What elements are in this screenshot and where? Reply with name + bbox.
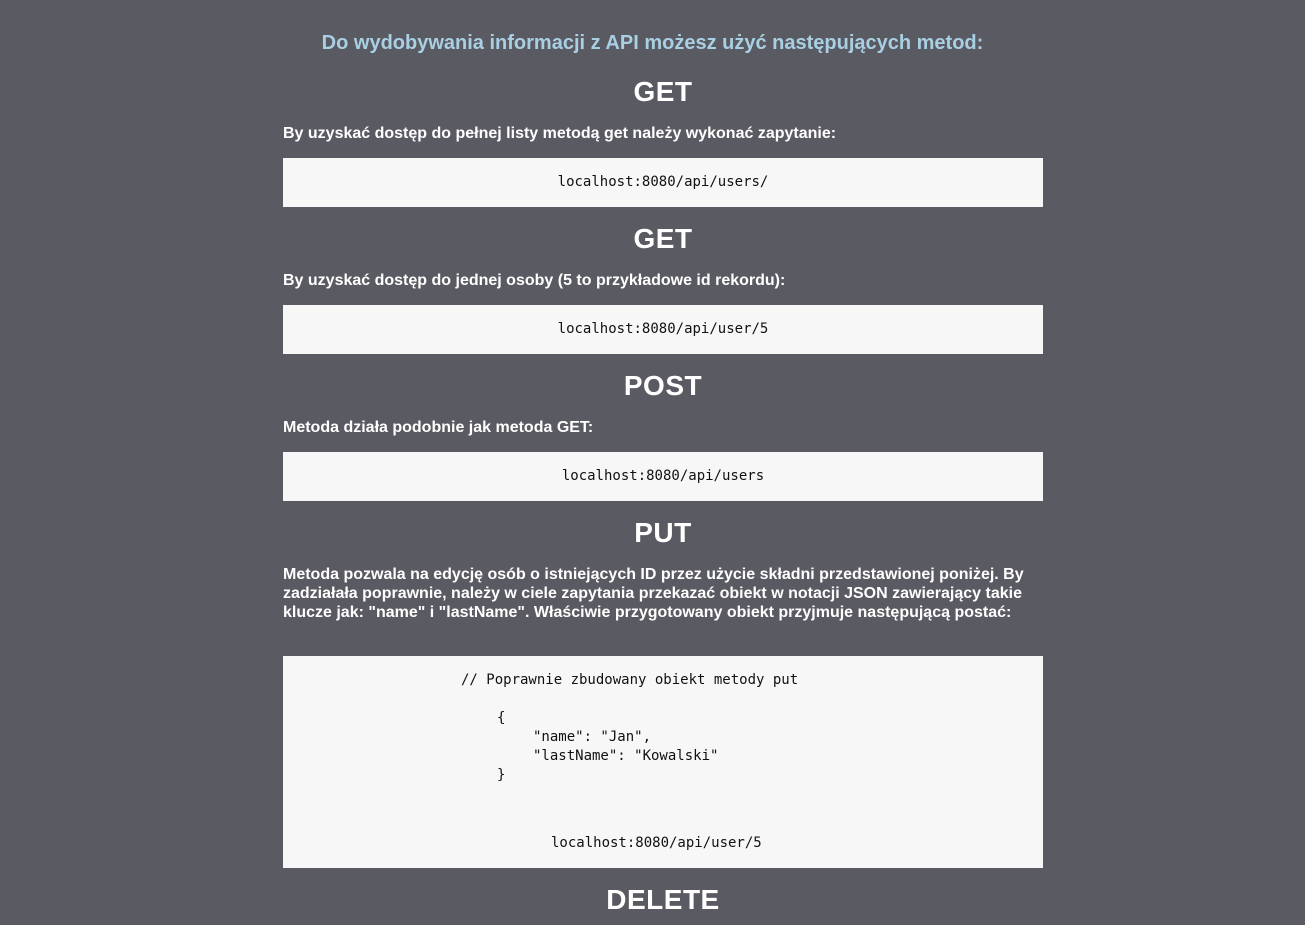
method-title-get-list: GET bbox=[633, 76, 693, 107]
method-description-put: Metoda pozwala na edycję osób o istniejących ID przez użycie składni przedstawionej poniżej. By zadziałała poprawnie, należy w ciele zapytania przekazać obiekt w notacji JSON zawierający takie klucze jak: "name" i "lastName". Właściwie przygotowany obiekt przyjmuje następującą postać: bbox=[283, 566, 1024, 621]
code-line-name: "name": "Jan", bbox=[533, 729, 652, 745]
code-box-post bbox=[283, 452, 1043, 501]
method-description-get-list: By uzyskać dostęp do pełnej listy metodą get należy wykonać zapytanie: bbox=[283, 125, 837, 142]
endpoint-url-put: localhost:8080/api/user/5 bbox=[551, 835, 762, 851]
code-box-put bbox=[283, 656, 1043, 868]
code-open-brace: { bbox=[497, 710, 506, 726]
endpoint-url-post: localhost:8080/api/users bbox=[561, 468, 765, 484]
endpoint-url-get-list: localhost:8080/api/users/ bbox=[557, 174, 769, 190]
code-box-get-list bbox=[283, 158, 1043, 207]
method-title-get-single: GET bbox=[633, 223, 693, 254]
code-box-get-single bbox=[283, 305, 1043, 354]
code-comment: // Poprawnie zbudowany obiekt metody put bbox=[461, 672, 799, 688]
code-close-brace: } bbox=[497, 767, 506, 783]
intro-heading: Do wydobywania informacji z API możesz użyć następujących metod: bbox=[321, 32, 984, 54]
code-line-lastname: "lastName": "Kowalski" bbox=[533, 748, 719, 764]
method-description-post: Metoda działa podobnie jak metoda GET: bbox=[283, 419, 594, 436]
method-title-put: PUT bbox=[634, 517, 692, 548]
method-description-get-single: By uzyskać dostęp do jednej osoby (5 to przykładowe id rekordu): bbox=[283, 272, 786, 289]
method-title-delete: DELETE bbox=[606, 884, 720, 915]
endpoint-url-get-single: localhost:8080/api/user/5 bbox=[557, 321, 769, 337]
method-title-post: POST bbox=[623, 370, 703, 401]
